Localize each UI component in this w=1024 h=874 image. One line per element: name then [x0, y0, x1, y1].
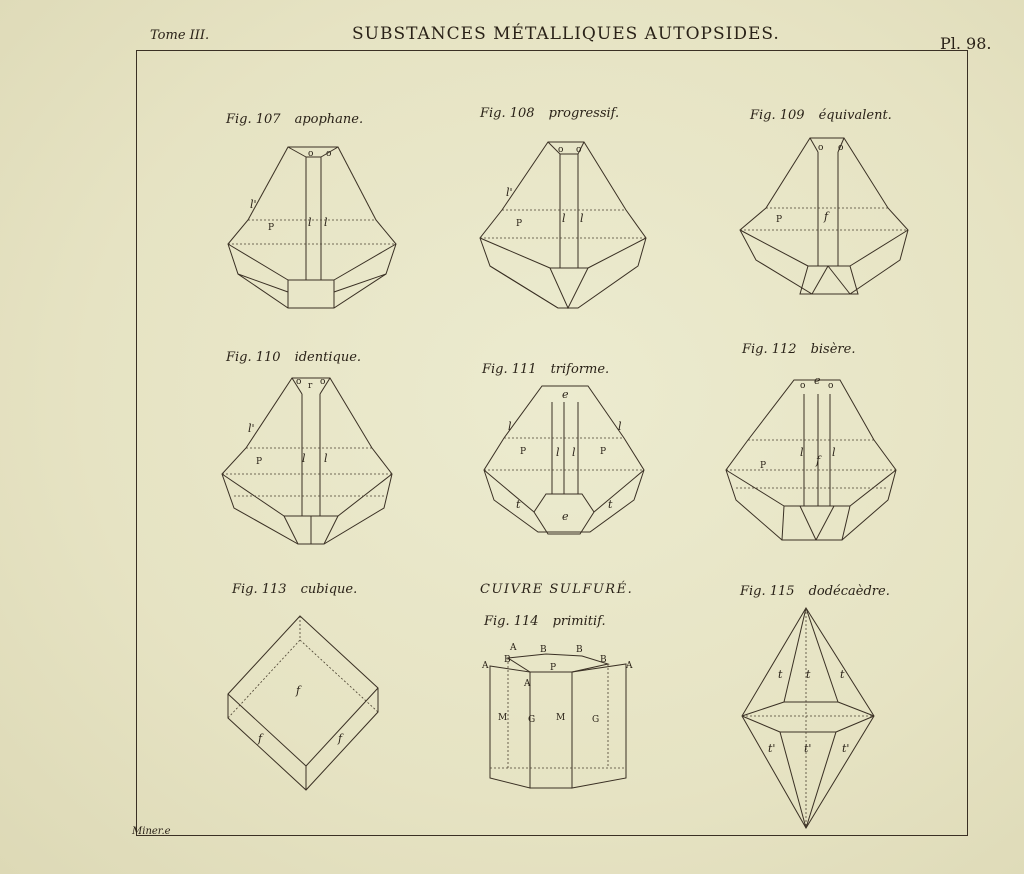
face-label: o [800, 381, 806, 391]
face-label: t [806, 668, 811, 681]
face-label: t' [804, 742, 812, 755]
figure-caption-108 [480, 106, 619, 121]
crystal-figure-107 [226, 142, 398, 314]
engraver-signature: Miner.e [132, 826, 171, 837]
figure-number: Fig. 112 [742, 342, 797, 357]
figure-name: triforme. [550, 362, 610, 377]
face-label: P [268, 223, 275, 233]
face-label: A [482, 661, 489, 671]
face-label: P [760, 461, 767, 471]
crystal-figure-109 [738, 136, 910, 300]
face-label: f [296, 684, 301, 697]
plate-title: SUBSTANCES MÉTALLIQUES AUTOPSIDES. [352, 24, 780, 44]
face-label: o [838, 143, 844, 153]
face-label: A [510, 643, 517, 653]
figure-number: Fig. 113 [232, 582, 287, 597]
face-label: l [572, 446, 576, 459]
face-label: o [818, 143, 824, 153]
face-label: t [778, 668, 783, 681]
face-label: l' [250, 198, 257, 211]
face-label: P [600, 447, 607, 457]
face-label: f [258, 732, 263, 745]
face-label: B [576, 645, 583, 655]
face-label: B [600, 655, 607, 665]
crystal-figure-108 [478, 140, 650, 312]
figure-name: équivalent. [818, 108, 892, 123]
face-label: t' [842, 742, 850, 755]
figure-number: Fig. 114 [484, 614, 539, 629]
figure-caption-112 [742, 342, 855, 357]
face-label: M [556, 713, 566, 723]
crystal-figure-111 [482, 382, 646, 540]
face-label: e [562, 388, 569, 401]
figure-name: primitif. [552, 614, 606, 629]
face-label: t [608, 498, 613, 511]
face-label: e [814, 374, 821, 387]
face-label: t' [768, 742, 776, 755]
figure-number: Fig. 108 [480, 106, 535, 121]
face-label: t [516, 498, 521, 511]
figure-caption-109 [750, 108, 892, 123]
figure-name: bisère. [810, 342, 856, 357]
figure-number: Fig. 115 [740, 584, 795, 599]
face-label: l [324, 216, 328, 229]
face-label: G [528, 715, 536, 725]
face-label: f [338, 732, 343, 745]
face-label: P [520, 447, 527, 457]
face-label: l [556, 446, 560, 459]
face-label: e [562, 510, 569, 523]
face-label: l [324, 452, 328, 465]
figure-caption-113 [232, 582, 357, 597]
face-label: o [296, 377, 302, 387]
figure-number: Fig. 110 [226, 350, 281, 365]
face-label: o [558, 145, 564, 155]
face-label: l [580, 212, 584, 225]
face-label: G [592, 715, 600, 725]
face-label: r [308, 381, 313, 391]
face-label: P [516, 219, 523, 229]
face-label: l [832, 446, 836, 459]
face-label: f [824, 210, 829, 223]
face-label: A [524, 679, 531, 689]
plate-number: Pl. 98. [940, 34, 992, 53]
figure-name: apophane. [294, 112, 364, 127]
figure-number: Fig. 107 [226, 112, 281, 127]
figure-name: cubique. [300, 582, 358, 597]
face-label: l [562, 212, 566, 225]
face-label: f [816, 454, 821, 467]
figure-number: Fig. 109 [750, 108, 805, 123]
face-label: o [326, 149, 332, 159]
crystal-figure-115 [740, 606, 876, 830]
face-label: l [618, 420, 622, 433]
face-label: P [776, 215, 783, 225]
face-label: l' [248, 422, 255, 435]
figure-caption-107 [226, 112, 363, 127]
crystal-figure-113 [226, 614, 382, 792]
figure-caption-110 [226, 350, 361, 365]
figure-caption-115 [740, 584, 890, 599]
face-label: B [504, 655, 511, 665]
figure-name: progressif. [548, 106, 620, 121]
crystal-figure-110 [220, 376, 396, 548]
face-label: M [498, 713, 508, 723]
face-label: o [828, 381, 834, 391]
face-label: l [508, 420, 512, 433]
face-label: P [550, 663, 557, 673]
face-label: l [308, 216, 312, 229]
face-label: A [626, 661, 633, 671]
face-label: l [302, 452, 306, 465]
face-label: P [256, 457, 263, 467]
face-label: t [840, 668, 845, 681]
tome-label: Tome III. [150, 28, 210, 43]
figure-name: identique. [294, 350, 362, 365]
face-label: o [320, 377, 326, 387]
face-label: o [308, 149, 314, 159]
section-title: CUIVRE SULFURÉ. [480, 582, 634, 597]
figure-name: dodécaèdre. [808, 584, 890, 599]
crystal-figure-112 [724, 376, 898, 544]
figure-caption-111 [482, 362, 609, 377]
face-label: B [540, 645, 547, 655]
face-label: l' [506, 186, 513, 199]
face-label: o [576, 145, 582, 155]
crystal-figure-114 [480, 640, 640, 792]
figure-number: Fig. 111 [482, 362, 537, 377]
figure-caption-114 [484, 614, 606, 629]
face-label: l [800, 446, 804, 459]
